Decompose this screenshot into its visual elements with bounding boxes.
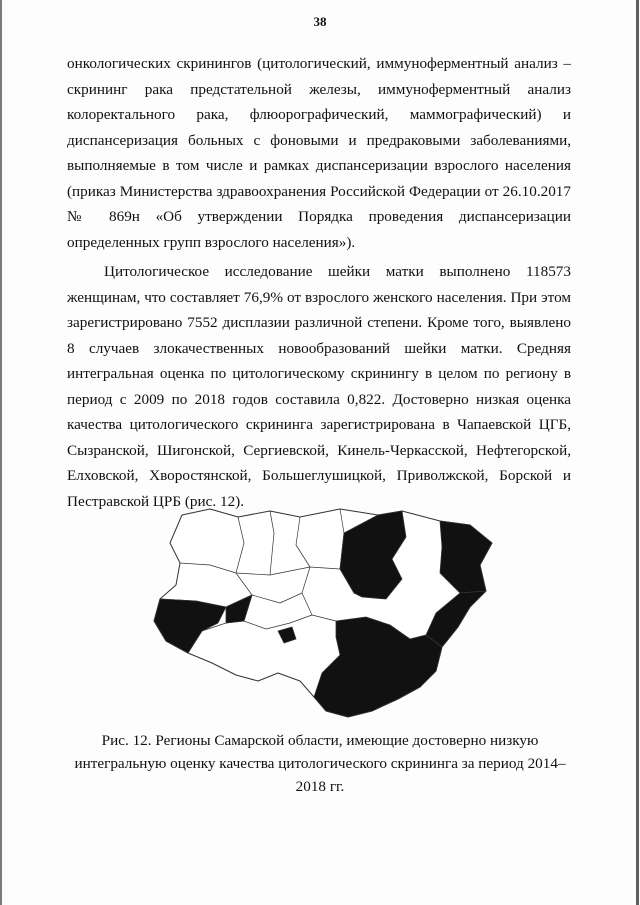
page-left-edge bbox=[0, 0, 2, 905]
text-line: № 869н «Об утверждении Порядка проведения диспансеризации bbox=[67, 208, 571, 225]
text-line: скрининг рака предстательной железы, иммуноферментный анализ bbox=[67, 80, 571, 98]
caption-line: 2018 гг. bbox=[295, 778, 345, 795]
text-line: интегральная оценка по цитологическому скринингу в целом по региону в bbox=[67, 365, 571, 382]
text-line: 8 случаев злокачественных новообразований шейки матки. Средняя bbox=[67, 339, 571, 357]
map-svg bbox=[140, 503, 500, 723]
text-line: Сызранской, Шигонской, Сергиевской, Кинель-Черкасской, Нефтегорской, bbox=[67, 441, 571, 459]
text-line: онкологических скринингов (цитологический, иммуноферментный анализ – bbox=[67, 55, 571, 72]
text-line: зарегистрировано 7552 дисплазии различной степени. Кроме того, выявлено bbox=[67, 314, 571, 331]
figure-caption bbox=[60, 729, 580, 798]
text-line: качества цитологического скрининга зарегистрирована в Чапаевской ЦГБ, bbox=[67, 416, 571, 433]
text-line: (приказ Министерства здравоохранения Российской Федерации от 26.10.2017 bbox=[67, 182, 571, 200]
text-line: Пестравской ЦРБ (рис. 12). bbox=[67, 492, 245, 510]
text-line: период с 2009 по 2018 годов составила 0,822. Достоверно низкая оценка bbox=[67, 390, 571, 408]
text-line: колоректального рака, флюорографический, маммографический) и bbox=[67, 106, 571, 123]
paragraph-1 bbox=[67, 51, 571, 255]
paragraph-2 bbox=[67, 259, 571, 514]
text-line: Елховской, Хворостянской, Большеглушицкой, Приволжской, Борской и bbox=[67, 467, 571, 484]
page-number: 38 bbox=[313, 14, 327, 29]
text-line: выполняемые в том числе и рамках диспансеризации взрослого населения bbox=[67, 157, 571, 174]
page-right-edge bbox=[636, 0, 639, 905]
text-line: женщинам, что составляет 76,9% от взрослого женского населения. При этом bbox=[67, 288, 571, 306]
text-line: Цитологическое исследование шейки матки выполнено 118573 bbox=[104, 263, 571, 280]
caption-line: Рис. 12. Регионы Самарской области, имеющие достоверно низкую bbox=[101, 732, 539, 749]
text-line: определенных групп взрослого населения»). bbox=[67, 233, 356, 251]
text-line: диспансеризация больных с фоновыми и предраковыми заболеваниями, bbox=[67, 131, 571, 149]
caption-line: интегральную оценку качества цитологического скрининга за период 2014– bbox=[74, 755, 566, 772]
samara-region-map bbox=[140, 503, 500, 723]
